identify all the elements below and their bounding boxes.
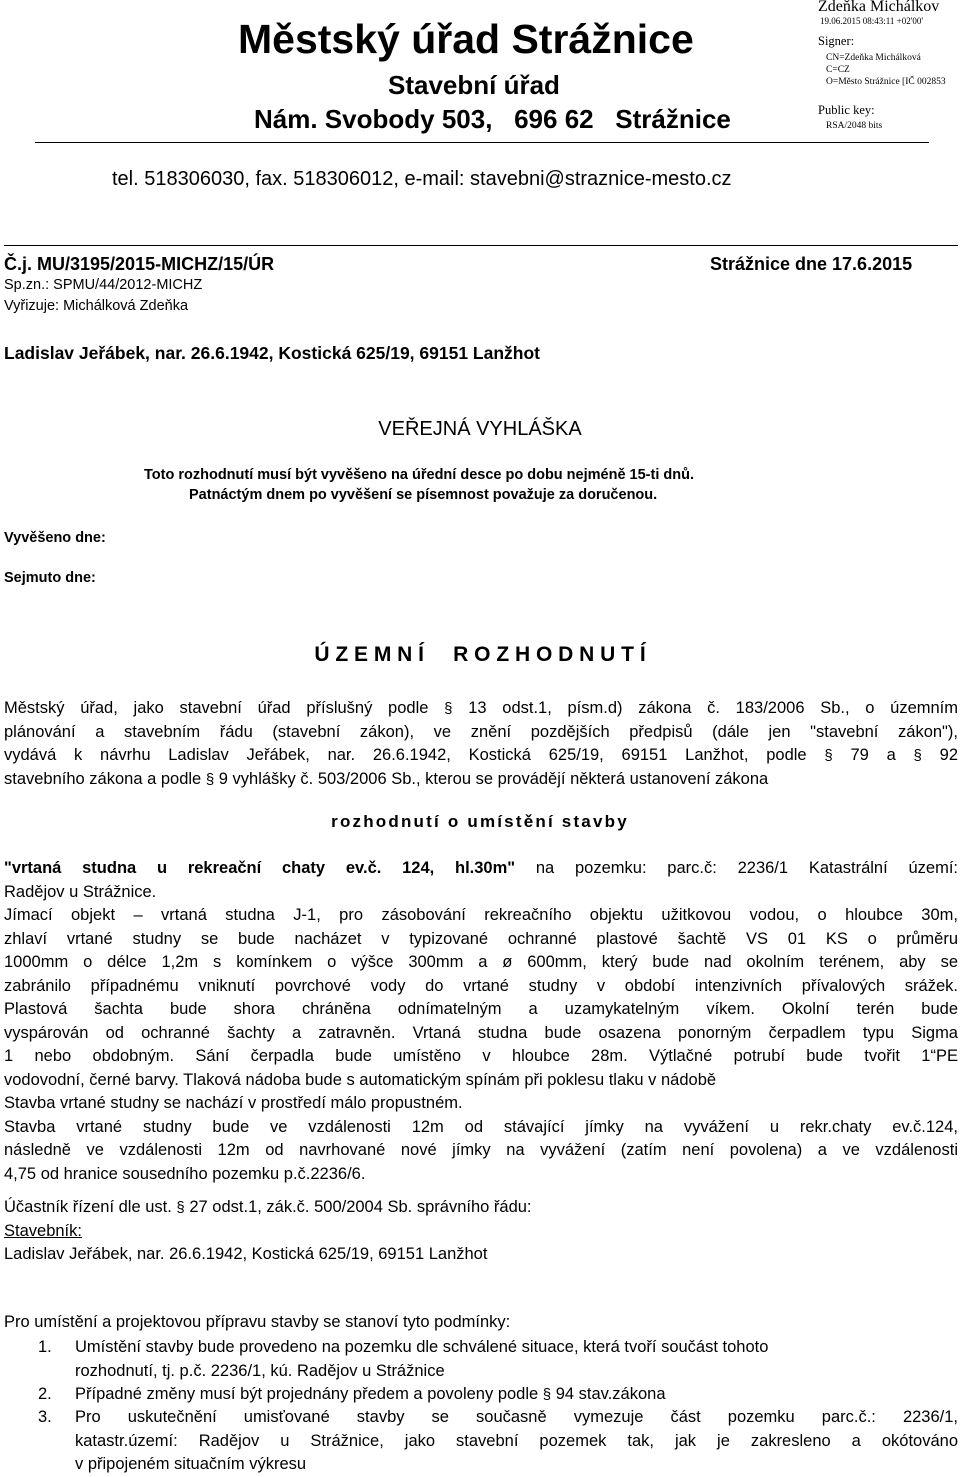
office-department: Stavební úřad: [388, 70, 560, 100]
decision-intro: Městský úřad, jako stavební úřad příslušný podle § 13 odst.1, písm.d) zákona č. 183/2006 Sb., o územním plánování a stavebním řádu (stavební zákon), ve znění pozdějších předpisů (dále jen "stavební zákon"), vydává k návrhu Ladislav Jeřábek, nar. 26.6.1942, Kostická 625/19, 69151 Lanžhot, podle § 79 a § 92 stavebního zákona a podle § 9 vyhlášky č. 503/2006 Sb., kterou se provádějí některá ustanovení zákona: [4, 697, 958, 791]
description-line: Plastová šachta bude shora chráněna odnímatelným a uzamykatelným víkem. Okolní terén bude: [4, 1000, 958, 1018]
signature-key-type: RSA/2048 bits: [826, 121, 883, 131]
signature-date: 19.06.2015 08:43:11 +02'00': [820, 16, 923, 26]
description-line: 4,75 od hranice sousedního pozemku p.č.2236/6.: [4, 1164, 366, 1183]
description-line: Jímací objekt – vrtaná studna J-1, pro zásobování rekreačního objektu užitkovou vodou, o hloubce 30m,: [4, 906, 958, 924]
description-line: vodovodní, černé barvy. Tlaková nádoba bude s automatickým spínám při poklesu tlaku v nádobě: [4, 1070, 717, 1089]
place-date: Strážnice dne 17.6.2015: [710, 254, 913, 274]
description-line: 1000mm o délce 1,2m s komínkem o výšce 300mm a ø 600mm, který bude nad okolním terénem, aby se: [4, 953, 958, 971]
description-line: vyspárován od ochranné šachty a zatravněn. Vrtaná studna bude osazena ponorným čerpadlem typu Sigma: [4, 1023, 958, 1042]
object-description: "vrtaná studna u rekreační chaty ev.č. 124, hl.30m" na pozemku: parc.č: 2236/1 Katastrální území: Radějov u Strážnice.: [4, 859, 958, 901]
file-mark: Sp.zn.: SPMU/44/2012-MICHZ: [4, 277, 203, 293]
technical-description: [4, 904, 958, 1186]
condition-number: 1.: [38, 1338, 52, 1356]
object-name: "vrtaná studna u rekreační chaty ev.č. 124, hl.30m": [4, 859, 516, 877]
reference-divider: [4, 245, 958, 246]
signature-organization: O=Město Strážnice [IČ 002853: [826, 77, 946, 87]
digital-signature: [818, 0, 960, 140]
notice-title: VEŘEJNÁ VYHLÁŠKA: [378, 418, 582, 440]
section-symbol: §: [913, 747, 922, 764]
description-line: Stavba vrtané studny se nachází v prostředí málo propustném.: [4, 1094, 463, 1112]
decree-citation: 9 vyhlášky č. 503/2006 Sb.: [218, 769, 416, 788]
header-divider: [35, 142, 929, 143]
condition-number: 3.: [38, 1408, 52, 1426]
notice-line-2: Patnáctým dnem po vyvěšení se písemnost považuje za doručenou.: [189, 487, 658, 503]
description-line: zabránilo případnému vniknutí povrchové vody do vrtané studny v období intenzivních přívalových srážek.: [4, 976, 958, 995]
office-contact: tel. 518306030, fax. 518306012, e-mail: stavebni@straznice-mesto.cz: [112, 168, 732, 190]
description-line: Stavba vrtané studny bude ve vzdálenosti 12m od stávající jímky na vyvážení u rekr.chaty ev.č.124,: [4, 1117, 958, 1136]
decision-title: Ú Z E M N Í R O Z H O D N U T Í: [314, 643, 646, 666]
intro-text: Městský úřad, jako stavební úřad příslušný podle: [4, 699, 429, 717]
signature-country: C=CZ: [826, 65, 850, 75]
section-symbol: §: [176, 1199, 185, 1216]
builder: Ladislav Jeřábek, nar. 26.6.1942, Kostická 625/19, 69151 Lanžhot: [4, 1245, 488, 1263]
description-line: zhlaví vrtané studny se bude nacházet v typizované ochranné plastové šachtě VS 01 KS o průměru: [4, 929, 958, 948]
condition-1: 1. Umístění stavby bude provedeno na pozemku dle schválené situace, která tvoří součást tohoto rozhodnutí, tj. p.č. 2236/1, kú. Radějov u Strážnice: [38, 1338, 769, 1380]
removed-date-label: Sejmuto dne:: [4, 570, 96, 586]
addressee: Ladislav Jeřábek, nar. 26.6.1942, Kostická 625/19, 69151 Lanžhot: [4, 343, 541, 363]
participant-line: Účastník řízení dle ust. § 27 odst.1, zák.č. 500/2004 Sb. správního řádu:: [4, 1198, 532, 1216]
notice-line-1: Toto rozhodnutí musí být vyvěšeno na úřední desce po dobu nejméně 15-ti dnů.: [144, 467, 694, 483]
description-line: 1 nebo obdobným. Sání čerpadla bude umístěno v hloubce 28m. Výtlačné potrubí bude tvořit 1“PE: [4, 1047, 958, 1065]
conditions-title: Pro umístění a projektovou přípravu stavby se stanoví tyto podmínky:: [4, 1313, 511, 1331]
condition-number: 2.: [38, 1385, 52, 1403]
handler: Vyřizuje: Michálková Zdeňka: [4, 298, 189, 314]
posted-date-label: Vyvěšeno dne:: [4, 530, 106, 546]
signature-public-key-label: Public key:: [818, 103, 875, 117]
condition-2: 2. Případné změny musí být projednány předem a povoleny podle § 94 stav.zákona: [4, 1383, 958, 1407]
law-citation: 13 odst.1, písm.d) zákona č. 183/2006 Sb.: [468, 699, 845, 717]
section-symbol: §: [824, 747, 833, 764]
signature-cn: CN=Zdeňka Michálková: [826, 53, 921, 63]
signature-name: Zdeňka Michálkov: [818, 0, 940, 15]
intro-line-2: plánování a stavebním řádu (stavební zákon), ve znění pozdějších předpisů (dále jen "stavební zákon"),: [4, 722, 958, 741]
builder-label: Stavebník:: [4, 1222, 82, 1240]
office-address: Nám. Svobody 503, 696 62 Strážnice: [254, 104, 731, 134]
case-number: Č.j. MU/3195/2015-MICHZ/15/ÚR: [4, 254, 275, 274]
signature-signer-label: Signer:: [818, 34, 855, 48]
decision-subtitle: rozhodnutí o umístění stavby: [331, 812, 629, 831]
office-title: Městský úřad Strážnice: [238, 16, 694, 62]
section-symbol: §: [542, 1386, 552, 1403]
section-symbol: §: [444, 700, 453, 717]
condition-3: 3. Pro uskutečnění umisťované stavby se současně vymezuje část pozemku parc.č.: 2236/1, katastr.území: Radějov u Strážnice, jako stavební pozemek tak, jak je zakresleno a okótováno v připojeném situačním výkresu: [38, 1408, 958, 1473]
description-line: následně ve vzdálenosti 12m od navrhované nové jímky na vyvážení (zatím není povolena) a ve vzdálenosti: [4, 1141, 958, 1159]
section-symbol: §: [205, 770, 215, 788]
